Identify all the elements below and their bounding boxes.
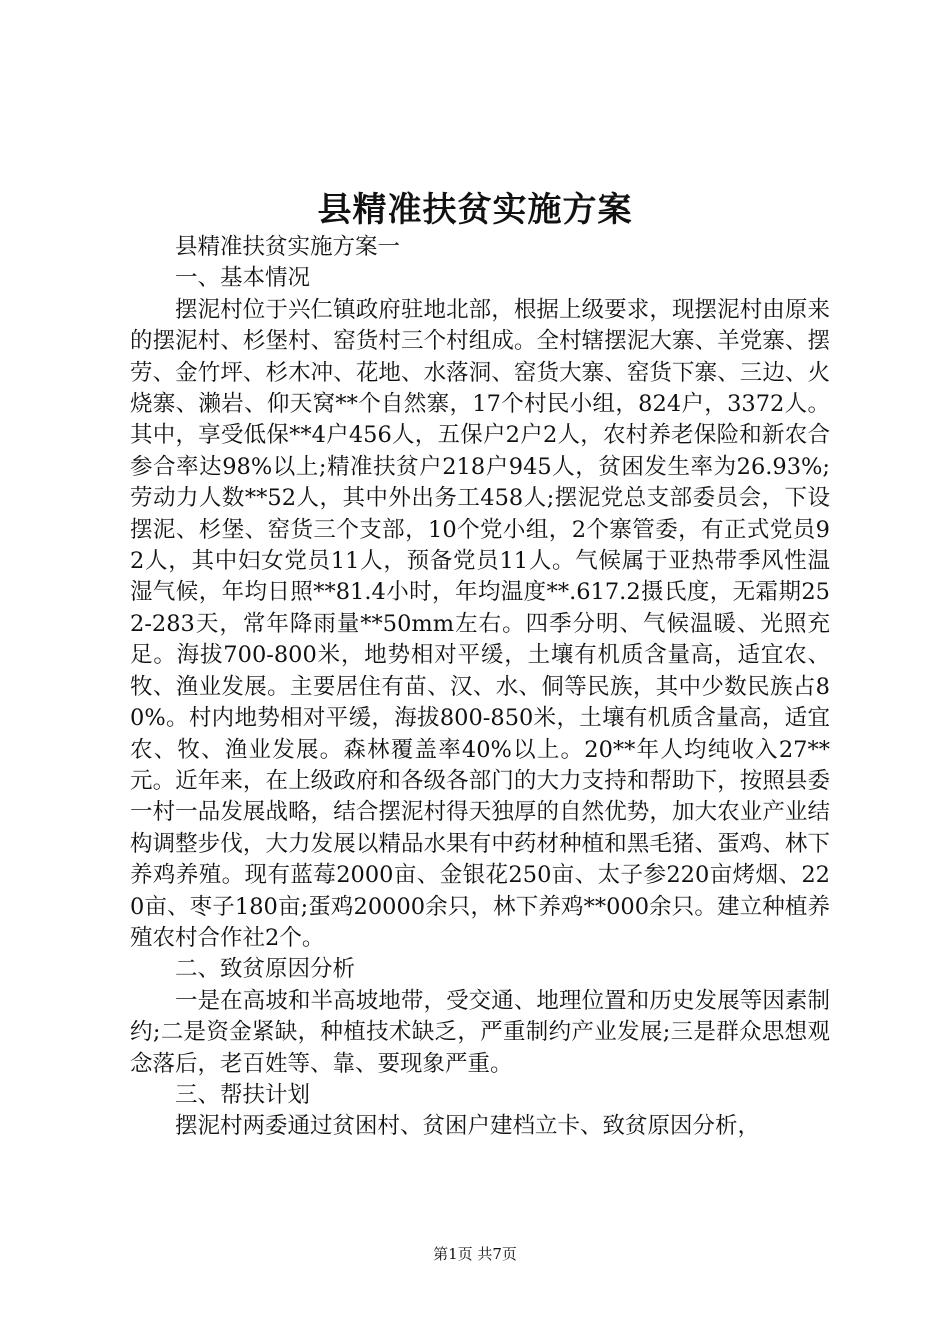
subtitle-paragraph: 县精准扶贫实施方案一 [175,234,401,260]
document-body [130,232,830,1143]
section-heading-assistance-plan: 三、帮扶计划 [175,1081,311,1108]
section-heading-basic-info: 一、基本情况 [175,265,311,292]
page-number-footer: 第1页 共7页 [433,1245,517,1263]
assistance-plan-paragraph: 摆泥村两委通过贫困村、贫困户建档立卡、致贫原因分析， [175,1113,761,1140]
basic-info-paragraph: 摆泥村位于兴仁镇政府驻地北部，根据上级要求，现摆泥村由原来的摆泥村、杉堡村、窑货村三个村组成。全村辖摆泥大寨、羊党寨、摆劳、金竹坪、杉木冲、花地、水落洞、窑货大寨、窑货下寨、三边、火烧寨、濑岩、仰天窝**个自然寨，17个村民小组，824户，3372人。其中，享受低保**4户456人，五保户2户2人，农村养老保险和新农合参合率达98%以上;精准扶贫户218户945人，贫困发生率为26.93%;劳动力人数**52人，其中外出务工458人;摆泥党总支部委员会，下设摆泥、杉堡、窑货三个支部，10个党小组，2个寨管委，有正式党员92人，其中妇女党员11人，预备党员11人。气候属于亚热带季风性温湿气候，年均日照**81.4小时，年均温度**.617.2摄氏度，无霜期252-283天，常年降雨量**50mm左右。四季分明、气候温暖、光照充足。海拔700-800米，地势相对平缓，土壤有机质含量高，适宜农、牧、渔业发展。主要居住有苗、汉、水、侗等民族，其中少数民族占80%。村内地势相对平缓，海拔800-850米，土壤有机质含量高，适宜农、牧、渔业发展。森林覆盖率40%以上。20**年人均纯收入27**元。近年来，在上级政府和各级各部门的大力支持和帮助下，按照县委一村一品发展战略，结合摆泥村得天独厚的自然优势，加大农业产业结构调整步伐，大力发展以精品水果有中药材种植和黑毛猪、蛋鸡、林下养鸡养殖。现有蓝莓2000亩、金银花250亩、太子参220亩烤烟、220亩、枣子180亩;蛋鸡20000余只，林下养鸡**000余只。建立种植养殖农村合作社2个。 [130,296,830,951]
poverty-causes-paragraph: 一是在高坡和半高坡地带，受交通、地理位置和历史发展等因素制约;二是资金紧缺，种植技术缺乏，严重制约产业发展;三是群众思想观念落后，老百姓等、靠、要现象严重。 [130,987,830,1077]
section-heading-poverty-causes: 二、致贫原因分析 [175,956,356,983]
document-title: 县精准扶贫实施方案 [317,190,633,230]
